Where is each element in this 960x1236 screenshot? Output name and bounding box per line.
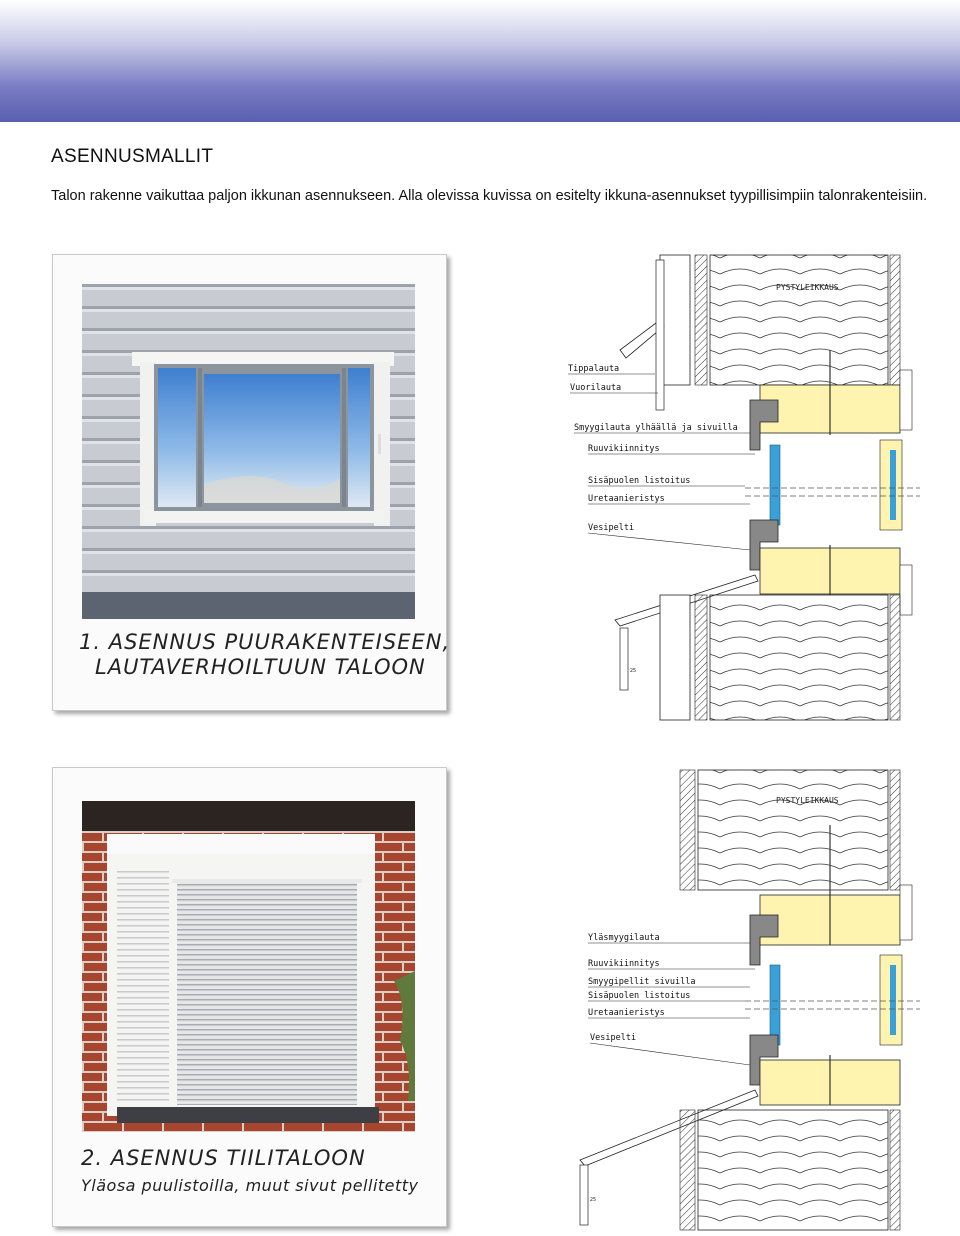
section-label-2: PYSTYLEIKKAUS: [776, 796, 839, 805]
label-tippalauta: Tippalauta: [568, 364, 620, 374]
label-vesipelti-2: Vesipelti: [590, 1033, 637, 1043]
label-uretaanieristys-2: Uretaanieristys: [588, 1008, 665, 1018]
installation-card-2: [52, 767, 447, 1227]
section-diagram-1: [560, 250, 920, 725]
label-uretaanieristys: Uretaanieristys: [588, 494, 665, 504]
label-vuorilauta: Vuorilauta: [570, 383, 622, 393]
label-ruuvikiinnitys-2: Ruuvikiinnitys: [588, 959, 660, 969]
header-banner: [0, 0, 960, 122]
installation-caption-1-line1: 1. ASENNUS PUURAKENTEISEEN,: [79, 630, 451, 654]
installation-caption-2-line1: 2. ASENNUS TIILITALOON: [81, 1146, 366, 1170]
label-sisapuolen-listoitus-2: Sisäpuolen listoitus: [588, 991, 691, 1001]
label-smyygipellit: Smyygipellit sivuilla: [588, 977, 696, 987]
label-vesipelti: Vesipelti: [588, 523, 635, 533]
installation-photo-1: [82, 284, 415, 619]
label-ruuvikiinnitys: Ruuvikiinnitys: [588, 444, 660, 454]
installation-caption-2-line2: Yläosa puulistoilla, muut sivut pellitetty: [81, 1176, 419, 1195]
section-diagram-2: [560, 765, 920, 1235]
label-smyygilauta: Smyygilauta ylhäällä ja sivuilla: [574, 423, 738, 433]
label-sisapuolen-listoitus: Sisäpuolen listoitus: [588, 476, 691, 486]
page-title: ASENNUSMALLIT: [51, 146, 214, 167]
dimension-1: 25: [630, 668, 637, 674]
label-ylasmyygilauta: Yläsmyygilauta: [588, 933, 660, 943]
brick-house-window-photo: [82, 801, 415, 1132]
dimension-2: 25: [590, 1197, 597, 1203]
wood-house-window-photo: [82, 284, 415, 619]
installation-caption-1-line2: LAUTAVERHOILTUUN TALOON: [95, 655, 426, 679]
section-label-1: PYSTYLEIKKAUS: [776, 283, 839, 292]
installation-card-1: [52, 254, 451, 711]
intro-text: Talon rakenne vaikuttaa paljon ikkunan asennukseen. Alla olevissa kuvissa on esitelty ikkuna-asennukset tyypillisimpiin talonrakenteisiin.: [51, 188, 928, 204]
installation-photo-2: [82, 801, 415, 1132]
